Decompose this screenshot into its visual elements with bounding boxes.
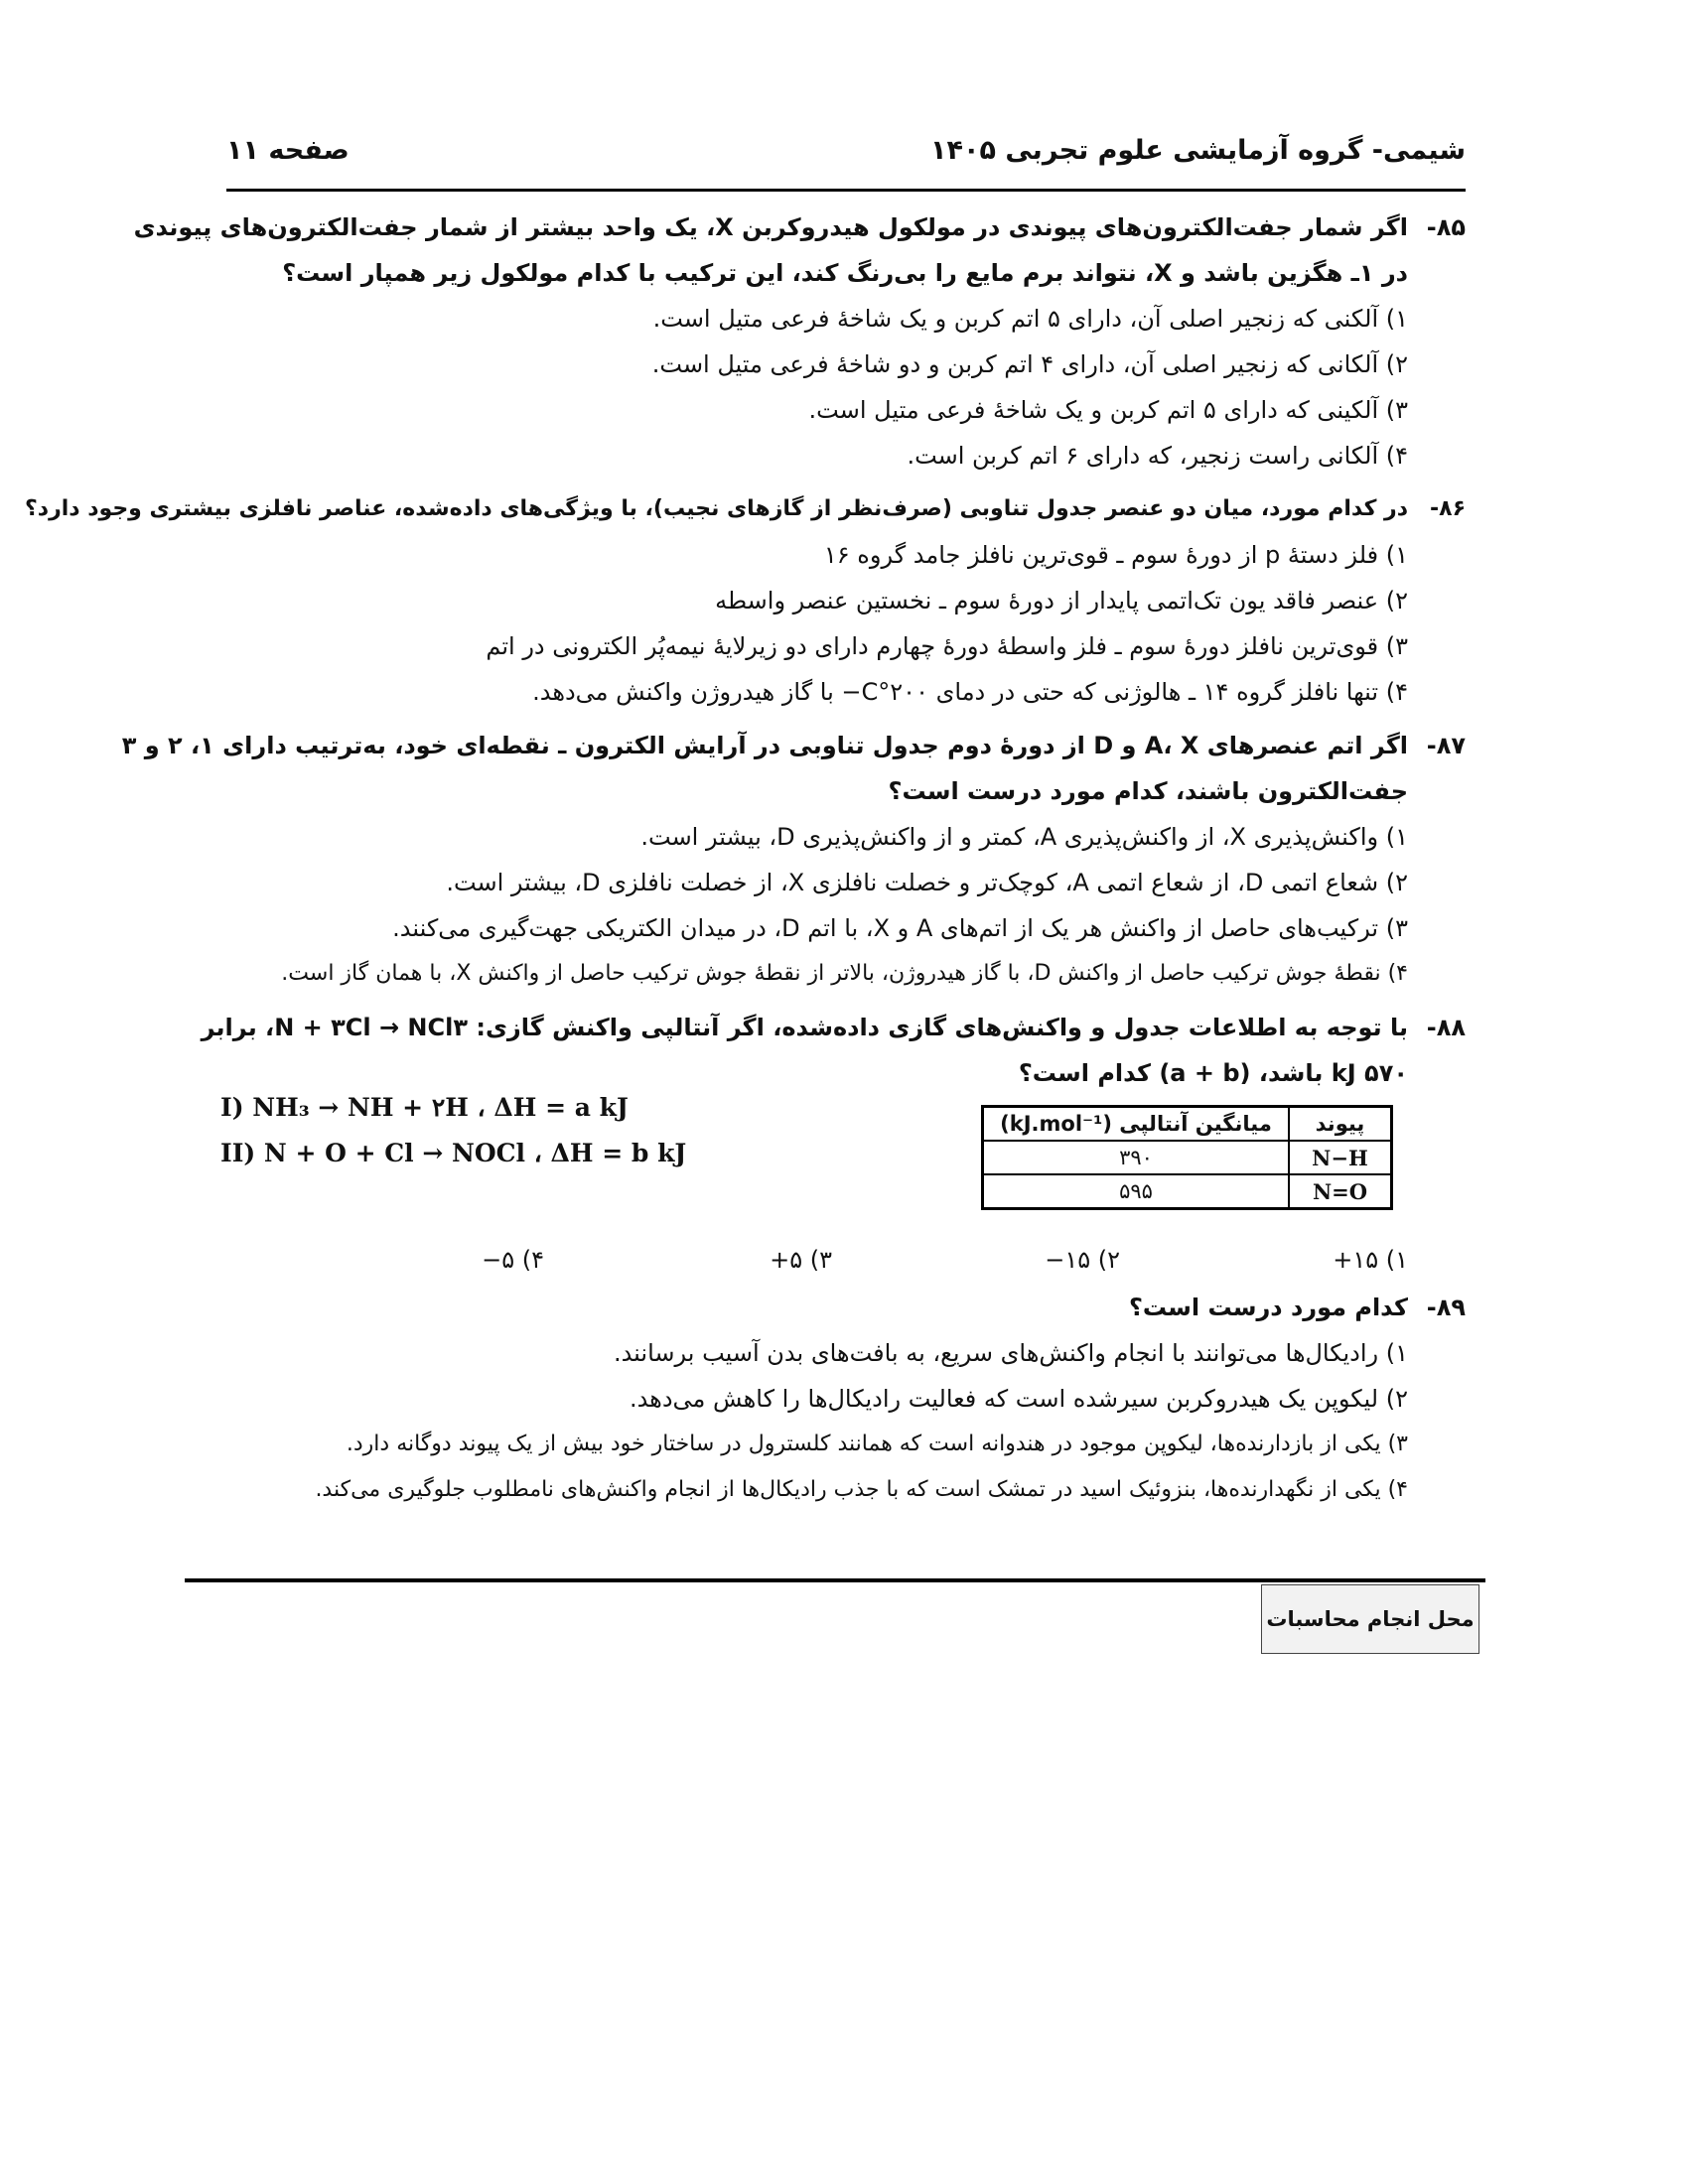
option-1[interactable]: ۱) رادیکال‌ها می‌توانند با انجام واکنش‌های سریع، به بافت‌های بدن آسیب برسانند.	[613, 1339, 1408, 1367]
question-number: ۸۹-	[1426, 1294, 1466, 1321]
option-4[interactable]: ۴) یکی از نگهدارنده‌ها، بنزوئیک اسید در تمشک است که با جذب رادیکال‌ها از انجام واکنش‌های نامطلوب جلوگیری می‌کند.	[315, 1477, 1408, 1502]
option-2[interactable]: ۲) آلکانی که زنجیر اصلی آن، دارای ۴ اتم کربن و دو شاخهٔ فرعی متیل است.	[651, 350, 1408, 378]
option-4[interactable]: ۴) آلکانی راست زنجیر، که دارای ۶ اتم کربن است.	[907, 442, 1408, 470]
option-1[interactable]: ۱) ۱۵+	[1333, 1246, 1408, 1274]
question-85	[133, 205, 1466, 478]
reaction-2: II) N + O + Cl → NOCl ، ΔH = b kJ	[220, 1139, 687, 1167]
question-stem-line: اگر شمار جفت‌الکترون‌های پیوندی در مولکول هیدروکربن X، یک واحد بیشتر از شمار جفت‌الکترون‌های پیوندی	[133, 213, 1408, 241]
table-header: میانگین آنتالپی (kJ.mol⁻¹)	[983, 1107, 1290, 1142]
option-1[interactable]: ۱) فلز دستهٔ p از دورهٔ سوم ـ قوی‌ترین نافلز جامد گروه ۱۶	[823, 541, 1408, 569]
option-3[interactable]: ۳) ترکیب‌های حاصل از واکنش هر یک از اتم‌های A و X، با اتم D، در میدان الکتریکی جهت‌گیری می‌کنند.	[392, 914, 1408, 942]
question-stem-line: ۵۷۰ kJ باشد، (a + b) کدام است؟	[1018, 1059, 1408, 1087]
option-4[interactable]: ۴) نقطهٔ جوش ترکیب حاصل از واکنش D، با گاز هیدروژن، بالاتر از نقطهٔ جوش ترکیب حاصل از واکنش X، با همان گاز است.	[281, 961, 1408, 986]
question-stem-line: جفت‌الکترون باشند، کدام مورد درست است؟	[888, 777, 1408, 805]
question-number: ۸۵-	[1426, 213, 1466, 241]
option-1[interactable]: ۱) آلکنی که زنجیر اصلی آن، دارای ۵ اتم کربن و یک شاخهٔ فرعی متیل است.	[652, 305, 1408, 333]
option-4[interactable]: ۴) تنها نافلز گروه ۱۴ ـ هالوژنی که حتی در دمای C°۲۰۰− با گاز هیدروژن واکنش می‌دهد.	[532, 678, 1408, 706]
question-86	[25, 486, 1466, 715]
table-row	[983, 1141, 1392, 1174]
reaction-1: I) NH₃ → NH + ۲H ، ΔH = a kJ	[220, 1093, 629, 1122]
option-2[interactable]: ۲) لیکوپن یک هیدروکربن سیرشده است که فعالیت رادیکال‌ها را کاهش می‌دهد.	[629, 1385, 1408, 1413]
option-2[interactable]: ۲) شعاع اتمی D، از شعاع اتمی A، کوچک‌تر و خصلت نافلزی X، از خصلت نافلزی D، بیشتر است.	[446, 869, 1408, 896]
reaction-list	[220, 1085, 686, 1176]
question-stem-line: در کدام مورد، میان دو عنصر جدول تناوبی (صرف‌نظر از گازهای نجیب)، با ویژگی‌های داده‌شده، عناصر نافلزی بیشتری وجود دارد؟	[25, 496, 1408, 521]
question-stem-line: در ۱ـ هگزین باشد و X، نتواند برم مایع را بی‌رنگ کند، این ترکیب با کدام مولکول زیر همپار است؟	[282, 259, 1408, 287]
question-stem-line: کدام مورد درست است؟	[1128, 1294, 1408, 1321]
table-header-row	[983, 1107, 1392, 1142]
option-2[interactable]: ۲) ۱۵−	[1045, 1246, 1120, 1274]
page-header	[226, 135, 1466, 175]
question-87	[121, 723, 1466, 997]
option-1[interactable]: ۱) واکنش‌پذیری X، از واکنش‌پذیری A، کمتر و از واکنش‌پذیری D، بیشتر است.	[640, 823, 1408, 851]
option-3[interactable]: ۳) قوی‌ترین نافلز دورهٔ سوم ـ فلز واسطهٔ دورهٔ چهارم دارای دو زیرلایهٔ نیمه‌پُر الکترونی در اتم	[486, 632, 1408, 660]
question-number: ۸۷-	[1426, 732, 1466, 759]
question-stem-line: با توجه به اطلاعات جدول و واکنش‌های گازی داده‌شده، اگر آنتالپی واکنش گازی: N + ۳Cl → NCl۳، برابر	[201, 1014, 1408, 1041]
table-cell: ۵۹۵	[983, 1174, 1290, 1209]
bond-enthalpy-table	[981, 1105, 1393, 1210]
table-cell: N−H	[1289, 1141, 1392, 1174]
question-number: ۸۸-	[1426, 1014, 1466, 1041]
question-89	[216, 1285, 1466, 1513]
header-title: شیمی- گروه آزمایشی علوم تجربی ۱۴۰۵	[930, 135, 1466, 166]
header-divider	[226, 189, 1466, 192]
table-row	[983, 1174, 1392, 1209]
question-88	[201, 1005, 1466, 1096]
table-header: پیوند	[1289, 1107, 1392, 1142]
option-3[interactable]: ۳) ۵+	[770, 1246, 832, 1274]
footer-divider	[185, 1578, 1485, 1582]
question-88-options	[216, 1237, 1466, 1283]
option-row	[216, 1237, 1466, 1283]
option-2[interactable]: ۲) عنصر فاقد یون تک‌اتمی پایدار از دورهٔ سوم ـ نخستین عنصر واسطه	[715, 587, 1408, 614]
calculation-area-label: محل انجام محاسبات	[1261, 1584, 1479, 1654]
option-3[interactable]: ۳) آلکینی که دارای ۵ اتم کربن و یک شاخهٔ فرعی متیل است.	[808, 396, 1408, 424]
question-number: ۸۶-	[1430, 496, 1466, 521]
option-3[interactable]: ۳) یکی از بازدارنده‌ها، لیکوپن موجود در هندوانه است که همانند کلسترول در ساختار خود بیش از یک پیوند دوگانه دارد.	[346, 1432, 1408, 1456]
table-cell: N=O	[1289, 1174, 1392, 1209]
page-number: صفحه ۱۱	[226, 135, 350, 166]
question-stem-line: اگر اتم عنصرهای A، X و D از دورهٔ دوم جدول تناوبی در آرایش الکترون ـ نقطه‌ای خود، به‌ترتیب دارای ۱، ۲ و ۳	[121, 732, 1408, 759]
option-4[interactable]: ۴) ۵−	[482, 1246, 544, 1274]
table-cell: ۳۹۰	[983, 1141, 1290, 1174]
